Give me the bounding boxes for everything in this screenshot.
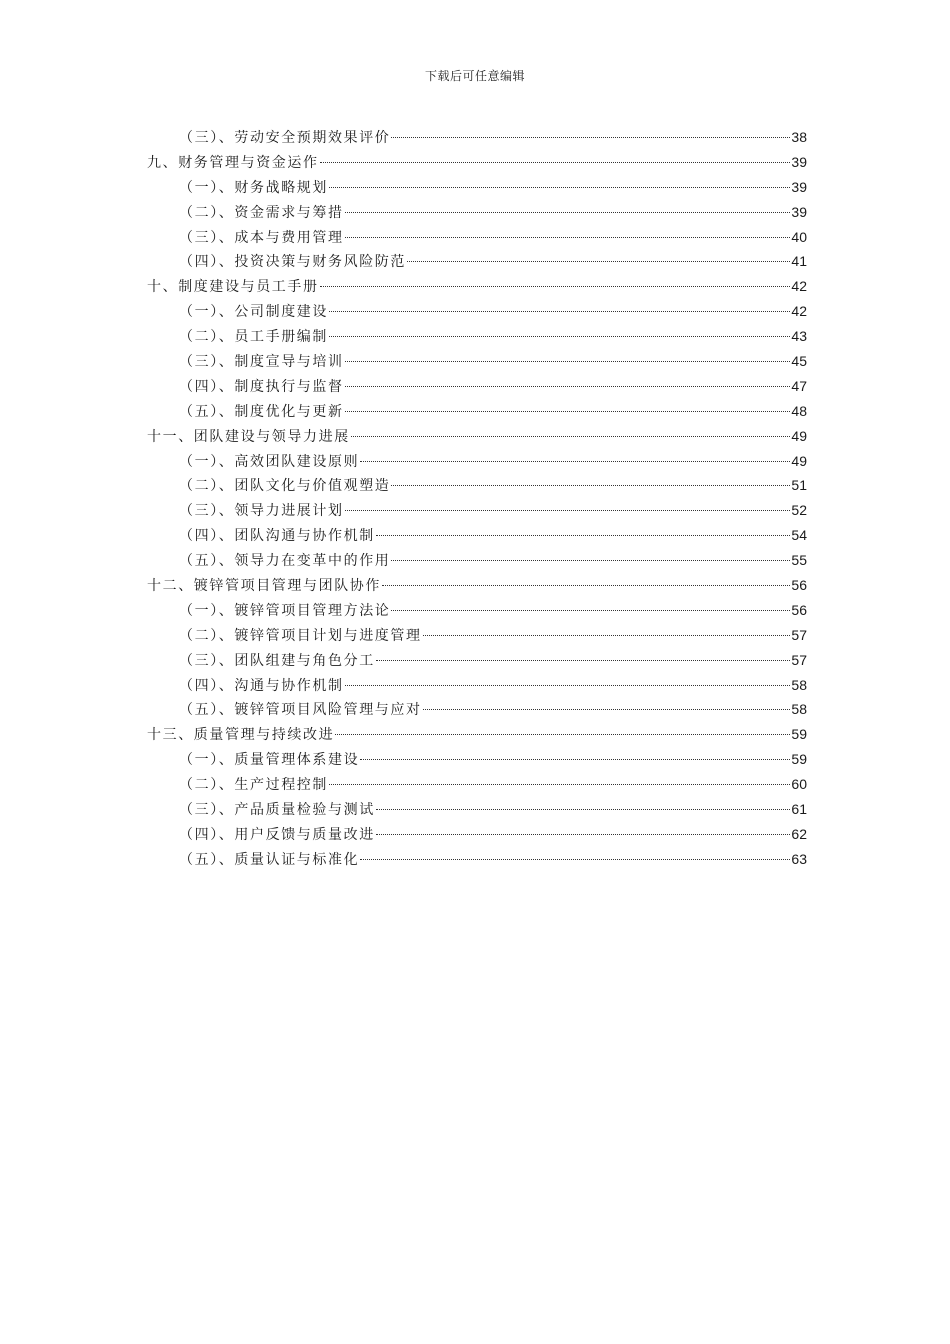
toc-page-number: 38 [791, 129, 807, 145]
toc-page-number: 51 [791, 477, 807, 494]
toc-page-number: 56 [791, 601, 807, 618]
toc-entry-title: 十一、团队建设与领导力进展 [147, 428, 350, 445]
toc-section-entry[interactable] [147, 249, 807, 274]
toc-entry-title: （二）、生产过程控制 [179, 777, 328, 794]
toc-page-number: 56 [791, 577, 807, 594]
toc-dot-leader [376, 809, 791, 810]
toc-entry-title: （三）、产品质量检验与测试 [179, 802, 375, 819]
toc-page-number: 39 [791, 178, 807, 195]
toc-entry-title: （四）、沟通与协作机制 [179, 677, 344, 694]
page-header-note: 下载后可任意编辑 [424, 69, 525, 83]
toc-dot-leader [360, 759, 790, 760]
toc-page-number: 58 [791, 676, 807, 693]
toc-entry-title: （一）、财务战略规划 [179, 179, 328, 196]
toc-entry-title: （四）、制度执行与监督 [179, 378, 344, 395]
toc-section-entry[interactable] [147, 374, 807, 399]
toc-section-entry[interactable] [147, 523, 807, 548]
toc-entry-title: （五）、质量认证与标准化 [179, 851, 360, 868]
toc-dot-leader [360, 859, 790, 860]
toc-dot-leader [320, 286, 791, 287]
toc-dot-leader [345, 386, 791, 387]
toc-section-entry[interactable] [147, 772, 807, 797]
toc-section-entry[interactable] [147, 175, 807, 200]
toc-section-entry[interactable] [147, 498, 807, 523]
table-of-contents [147, 125, 807, 872]
toc-page-number: 57 [791, 626, 807, 643]
toc-section-entry[interactable] [147, 822, 807, 847]
toc-dot-leader [345, 212, 791, 213]
toc-entry-title: （二）、员工手册编制 [179, 329, 328, 346]
toc-entry-title: （五）、领导力在变革中的作用 [179, 553, 391, 570]
toc-section-entry[interactable] [147, 598, 807, 623]
toc-page-number: 55 [791, 552, 807, 569]
toc-dot-leader [391, 560, 790, 561]
toc-section-entry[interactable] [147, 797, 807, 822]
toc-dot-leader [391, 485, 790, 486]
toc-page-number: 48 [791, 402, 807, 419]
toc-page-number: 57 [791, 651, 807, 668]
toc-dot-leader [329, 187, 790, 188]
toc-dot-leader [345, 510, 791, 511]
toc-dot-leader [345, 237, 791, 238]
toc-dot-leader [376, 535, 791, 536]
toc-dot-leader [329, 784, 790, 785]
toc-page-number: 42 [791, 303, 807, 320]
toc-chapter-entry[interactable] [147, 424, 807, 449]
toc-page-number: 42 [791, 278, 807, 295]
toc-entry-title: 九、财务管理与资金运作 [147, 154, 319, 171]
toc-section-entry[interactable] [147, 673, 807, 698]
toc-section-entry[interactable] [147, 125, 807, 150]
toc-page-number: 41 [791, 253, 807, 270]
toc-section-entry[interactable] [147, 648, 807, 673]
toc-dot-leader [335, 734, 790, 735]
toc-dot-leader [329, 311, 790, 312]
toc-entry-title: （五）、镀锌管项目风险管理与应对 [179, 702, 422, 719]
toc-page-number: 49 [791, 452, 807, 469]
toc-page-number: 47 [791, 377, 807, 394]
toc-section-entry[interactable] [147, 200, 807, 225]
toc-chapter-entry[interactable] [147, 150, 807, 175]
toc-dot-leader [423, 635, 791, 636]
toc-page-number: 39 [791, 203, 807, 220]
toc-page-number: 58 [791, 701, 807, 718]
toc-dot-leader [376, 660, 791, 661]
toc-entry-title: （五）、制度优化与更新 [179, 403, 344, 420]
toc-section-entry[interactable] [147, 623, 807, 648]
toc-page-number: 39 [791, 153, 807, 170]
toc-dot-leader [351, 436, 791, 437]
toc-dot-leader [423, 709, 791, 710]
toc-dot-leader [320, 162, 791, 163]
toc-page-number: 54 [791, 527, 807, 544]
toc-section-entry[interactable] [147, 449, 807, 474]
toc-entry-title: （三）、劳动安全预期效果评价 [179, 130, 391, 146]
toc-dot-leader [391, 610, 790, 611]
toc-entry-title: （四）、用户反馈与质量改进 [179, 826, 375, 843]
toc-page-number: 60 [791, 776, 807, 793]
toc-dot-leader [391, 137, 790, 138]
toc-entry-title: （三）、团队组建与角色分工 [179, 652, 375, 669]
toc-entry-title: （二）、镀锌管项目计划与进度管理 [179, 627, 422, 644]
toc-page-number: 43 [791, 328, 807, 345]
toc-page-number: 62 [791, 825, 807, 842]
toc-page-number: 59 [791, 726, 807, 743]
toc-entry-title: （三）、领导力进展计划 [179, 503, 344, 520]
toc-page-number: 52 [791, 502, 807, 519]
toc-section-entry[interactable] [147, 225, 807, 250]
toc-dot-leader [345, 411, 791, 412]
toc-dot-leader [345, 361, 791, 362]
toc-dot-leader [345, 685, 791, 686]
toc-section-entry[interactable] [147, 473, 807, 498]
toc-page-number: 59 [791, 751, 807, 768]
toc-entry-title: （三）、成本与费用管理 [179, 229, 344, 246]
toc-page-number: 40 [791, 228, 807, 245]
toc-entry-title: 十三、质量管理与持续改进 [147, 727, 335, 744]
toc-section-entry[interactable] [147, 324, 807, 349]
toc-page-number: 63 [791, 850, 807, 867]
toc-entry-title: （一）、质量管理体系建设 [179, 752, 360, 769]
toc-page-number: 61 [791, 801, 807, 818]
toc-chapter-entry[interactable] [147, 573, 807, 598]
toc-dot-leader [376, 834, 791, 835]
toc-section-entry[interactable] [147, 548, 807, 573]
toc-section-entry[interactable] [147, 747, 807, 772]
toc-page-number: 45 [791, 353, 807, 370]
toc-section-entry[interactable] [147, 299, 807, 324]
toc-entry-title: 十二、镀锌管项目管理与团队协作 [147, 578, 381, 595]
toc-dot-leader [382, 585, 790, 586]
toc-dot-leader [407, 261, 790, 262]
toc-entry-title: （二）、团队文化与价值观塑造 [179, 478, 391, 495]
toc-dot-leader [329, 336, 790, 337]
toc-entry-title: （一）、公司制度建设 [179, 304, 328, 321]
toc-section-entry[interactable] [147, 697, 807, 722]
toc-chapter-entry[interactable] [147, 274, 807, 299]
toc-section-entry[interactable] [147, 349, 807, 374]
toc-entry-title: （一）、镀锌管项目管理方法论 [179, 602, 391, 619]
toc-entry-title: （三）、制度宣导与培训 [179, 354, 344, 371]
toc-page-number: 49 [791, 427, 807, 444]
toc-dot-leader [360, 461, 790, 462]
toc-entry-title: （四）、投资决策与财务风险防范 [179, 254, 406, 271]
toc-entry-title: （二）、资金需求与筹措 [179, 204, 344, 221]
toc-section-entry[interactable] [147, 399, 807, 424]
toc-section-entry[interactable] [147, 847, 807, 872]
toc-entry-title: （四）、团队沟通与协作机制 [179, 528, 375, 545]
toc-entry-title: 十、制度建设与员工手册 [147, 279, 319, 296]
toc-chapter-entry[interactable] [147, 722, 807, 747]
toc-entry-title: （一）、高效团队建设原则 [179, 453, 360, 470]
